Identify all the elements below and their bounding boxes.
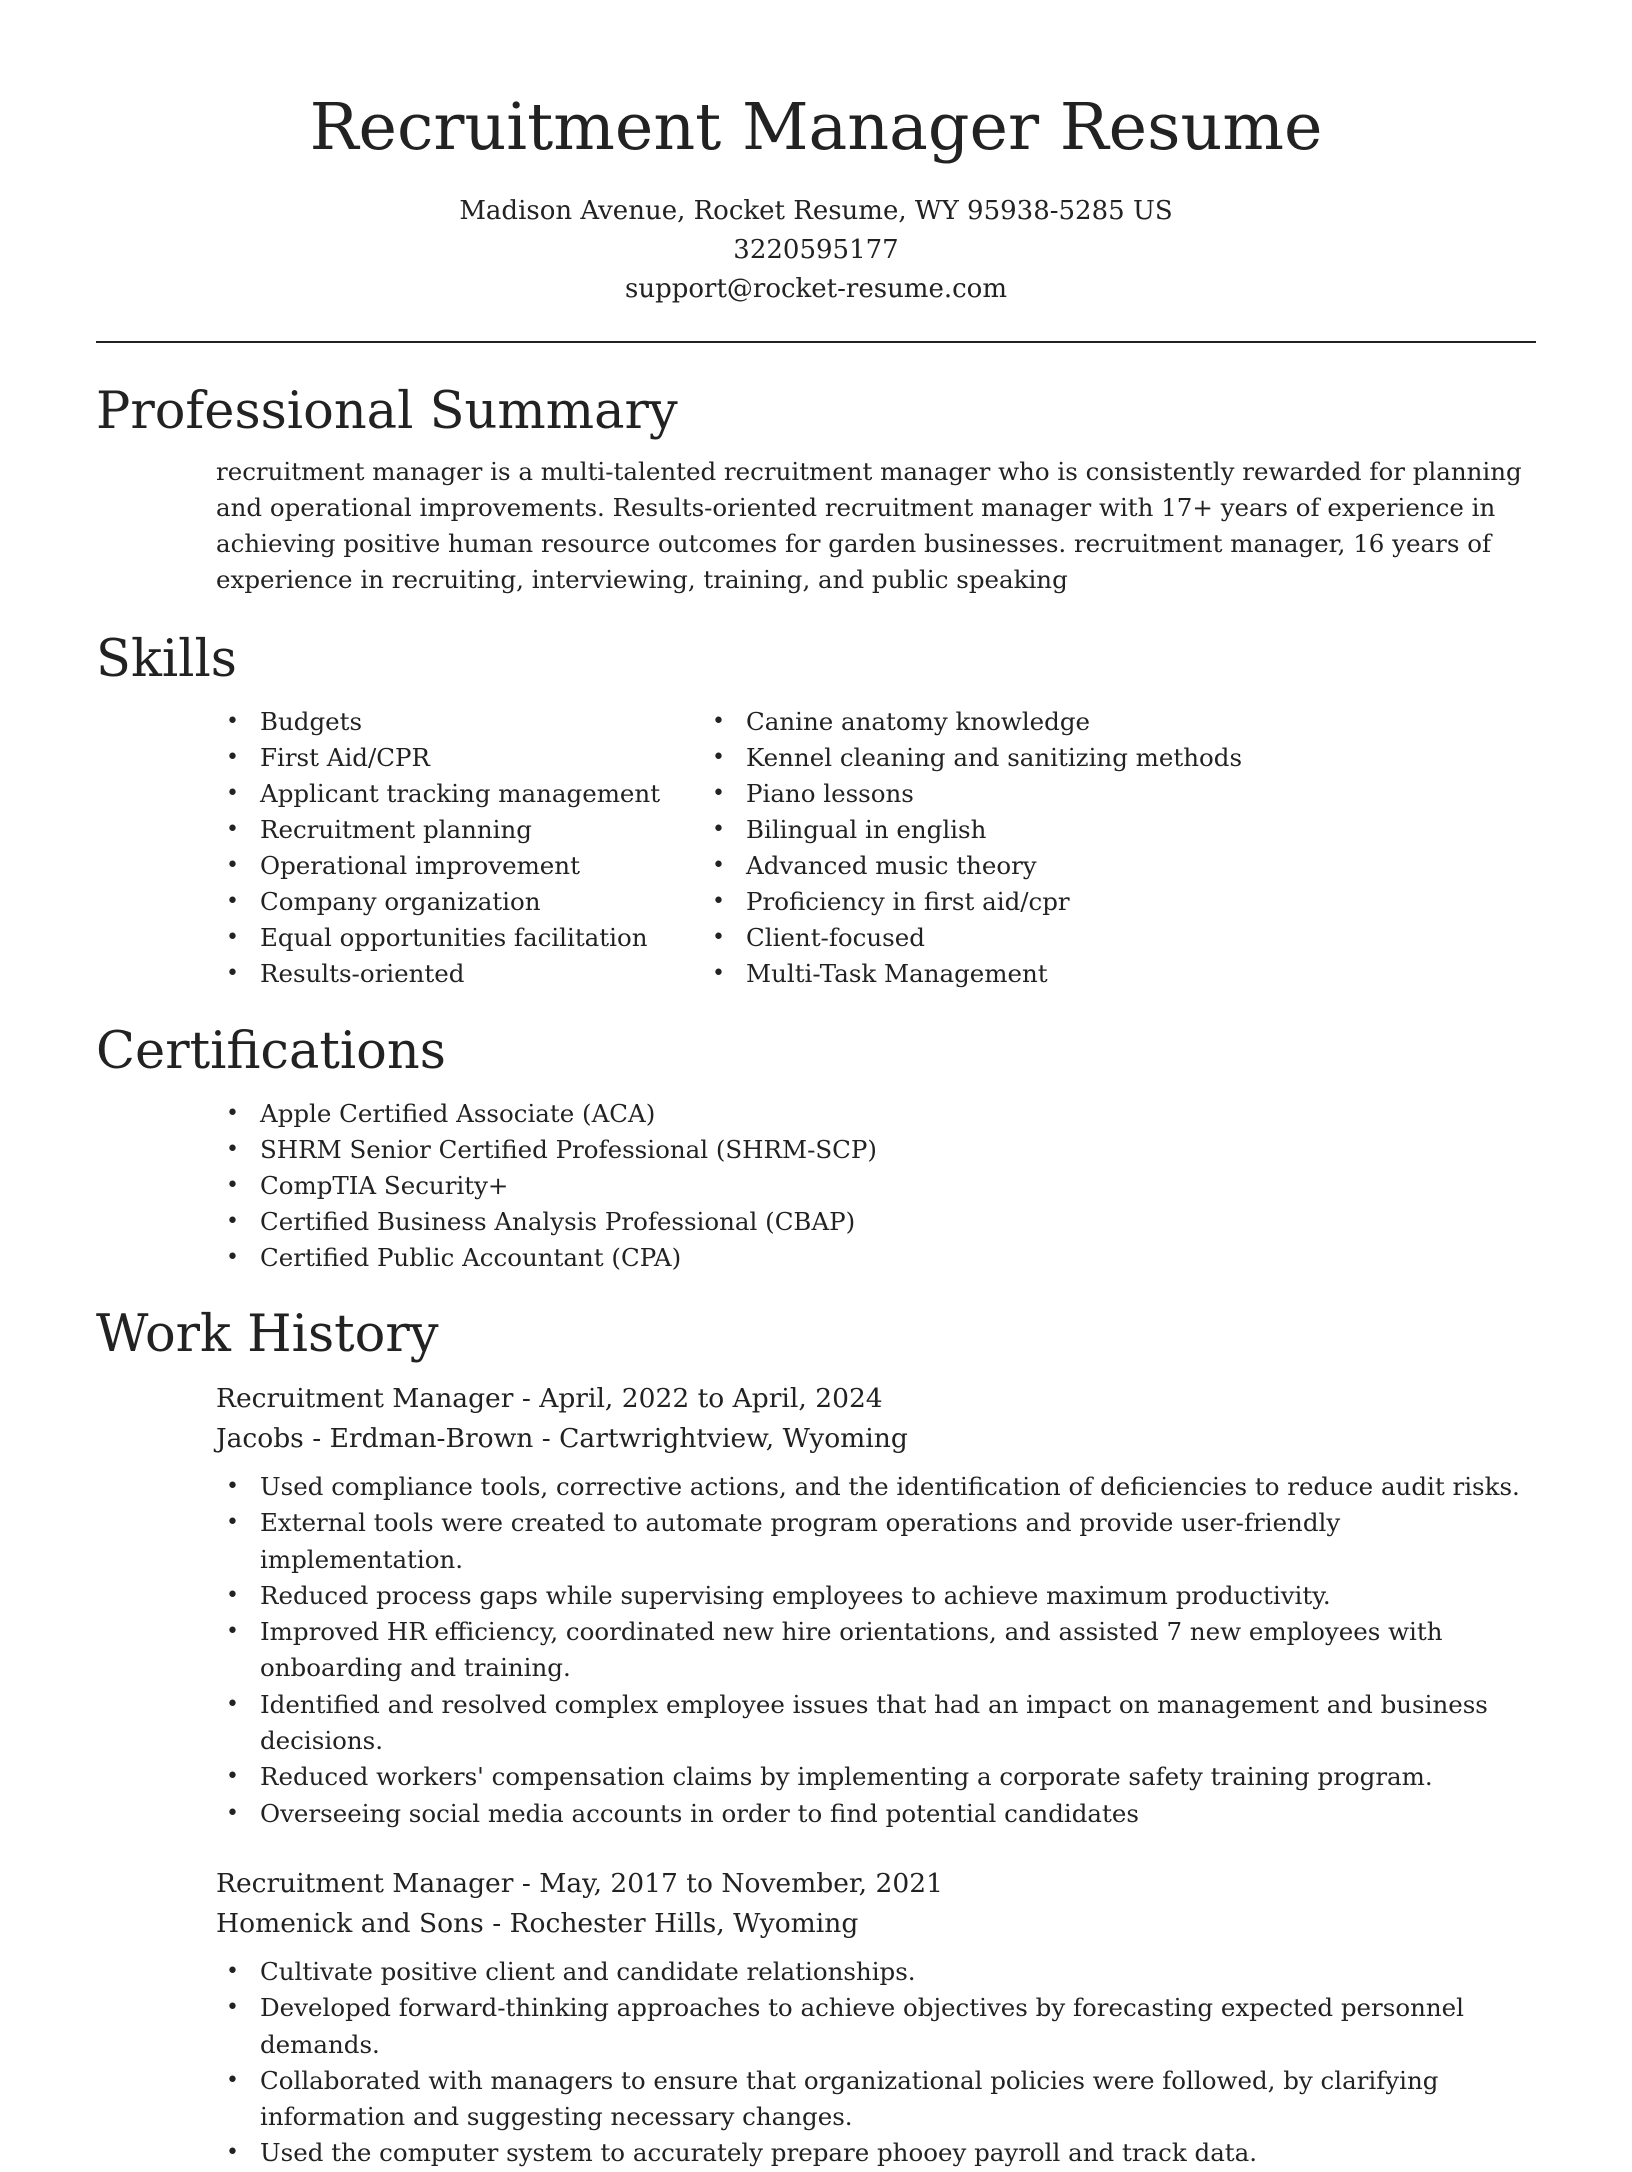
job-bullet: • Reduced workers' compensation claims by implementing a corporate safety training program. bbox=[96, 1759, 1536, 1795]
skills-columns bbox=[96, 704, 1536, 992]
job-bullet: • Overseeing social media accounts in order to find potential candidates bbox=[96, 1796, 1536, 1832]
skill-item: • Advanced music theory bbox=[746, 848, 1396, 884]
skill-item: • Recruitment planning bbox=[96, 812, 746, 848]
skill-item: • Piano lessons bbox=[746, 776, 1396, 812]
summary-text: recruitment manager is a multi-talented recruitment manager who is consistently rewarded for planning and operational improvements. Results-oriented recruitment manager with 17+ years of experience in achieving positive human resource outcomes for garden businesses. recruitment manager, 16 years of experience in recruiting, interviewing, training, and public speaking bbox=[216, 457, 1522, 594]
skills-section bbox=[96, 628, 1536, 992]
skill-item: • Bilingual in english bbox=[746, 812, 1396, 848]
job-title-line: Recruitment Manager - April, 2022 to April, 2024 bbox=[216, 1383, 883, 1414]
skills-list-right bbox=[746, 704, 1396, 992]
skill-item: • Budgets bbox=[96, 704, 746, 740]
contact-email: support@rocket-resume.com bbox=[624, 274, 1007, 304]
job-entry bbox=[216, 1864, 1536, 2172]
certification-item: • Certified Public Accountant (CPA) bbox=[96, 1240, 1536, 1276]
certification-item: • CompTIA Security+ bbox=[96, 1168, 1536, 1204]
skill-item: • Client-focused bbox=[746, 920, 1396, 956]
job-bullet: • Cultivate positive client and candidate relationships. bbox=[96, 1954, 1536, 1990]
certifications-heading: Certifications bbox=[96, 1022, 446, 1081]
job-bullet: • Reduced process gaps while supervising employees to achieve maximum productivity. bbox=[96, 1578, 1536, 1614]
skill-item: • Applicant tracking management bbox=[96, 776, 746, 812]
skill-item: • First Aid/CPR bbox=[96, 740, 746, 776]
summary-section bbox=[96, 380, 1536, 598]
job-bullets bbox=[96, 1469, 1536, 1832]
summary-heading: Professional Summary bbox=[96, 382, 678, 441]
job-bullets bbox=[96, 1954, 1536, 2172]
skill-item: • Results-oriented bbox=[96, 956, 746, 992]
skill-item: • Company organization bbox=[96, 884, 746, 920]
certification-item: • Apple Certified Associate (ACA) bbox=[96, 1096, 1536, 1132]
skill-item: • Equal opportunities facilitation bbox=[96, 920, 746, 956]
resume-title: Recruitment Manager Resume bbox=[309, 90, 1323, 165]
skill-item: • Multi-Task Management bbox=[746, 956, 1396, 992]
job-company-line: Jacobs - Erdman-Brown - Cartwrightview, Wyoming bbox=[216, 1423, 908, 1454]
certification-item: • Certified Business Analysis Professional (CBAP) bbox=[96, 1204, 1536, 1240]
header-divider bbox=[96, 341, 1536, 343]
resume-header bbox=[96, 82, 1536, 309]
certification-item: • SHRM Senior Certified Professional (SHRM-SCP) bbox=[96, 1132, 1536, 1168]
job-bullet: • Used compliance tools, corrective actions, and the identification of deficiencies to reduce audit risks. bbox=[96, 1469, 1536, 1505]
skill-item: • Proficiency in first aid/cpr bbox=[746, 884, 1396, 920]
skills-heading: Skills bbox=[96, 630, 237, 689]
skill-item: • Kennel cleaning and sanitizing methods bbox=[746, 740, 1396, 776]
job-bullet: • Collaborated with managers to ensure that organizational policies were followed, by clarifying information and suggesting necessary changes. bbox=[96, 2063, 1536, 2136]
job-bullet: • Developed forward-thinking approaches to achieve objectives by forecasting expected personnel demands. bbox=[96, 1990, 1536, 2063]
job-company-line: Homenick and Sons - Rochester Hills, Wyoming bbox=[216, 1907, 859, 1939]
skills-list-left bbox=[96, 704, 746, 992]
contact-block bbox=[96, 192, 1536, 309]
certifications-section bbox=[96, 1020, 1536, 1276]
job-bullet: • Used the computer system to accurately prepare phooey payroll and track data. bbox=[96, 2135, 1536, 2171]
contact-address: Madison Avenue, Rocket Resume, WY 95938-5285 US bbox=[459, 196, 1173, 226]
certifications-list bbox=[96, 1096, 1536, 1276]
work-history-section bbox=[96, 1303, 1536, 2172]
job-bullet: • External tools were created to automate program operations and provide user-friendly implementation. bbox=[96, 1505, 1536, 1578]
job-bullet: • Identified and resolved complex employee issues that had an impact on management and business decisions. bbox=[96, 1687, 1536, 1760]
contact-phone: 3220595177 bbox=[733, 235, 899, 265]
job-entry bbox=[216, 1379, 1536, 1832]
skill-item: • Canine anatomy knowledge bbox=[746, 704, 1396, 740]
skill-item: • Operational improvement bbox=[96, 848, 746, 884]
work-history-heading: Work History bbox=[96, 1305, 439, 1364]
job-bullet: • Improved HR efficiency, coordinated new hire orientations, and assisted 7 new employees with onboarding and training. bbox=[96, 1614, 1536, 1687]
job-title-line: Recruitment Manager - May, 2017 to November, 2021 bbox=[216, 1867, 943, 1899]
